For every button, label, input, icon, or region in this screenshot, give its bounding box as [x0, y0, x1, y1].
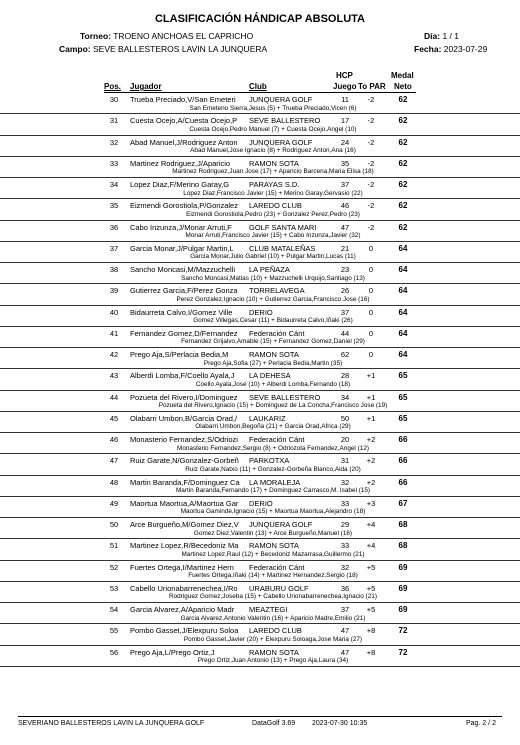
row-club: LA MORALEJA	[249, 477, 301, 487]
row-player-pair: Arce Burgueño,M/Gomez Diez,V	[130, 520, 239, 529]
row-medal-net: 64	[398, 265, 408, 274]
row-hcp: 62	[340, 350, 350, 359]
row-position: 55	[109, 626, 119, 636]
course-label: Campo:	[59, 44, 91, 54]
row-position: 30	[109, 95, 119, 104]
row-hcp: 24	[340, 137, 350, 147]
row-player-pair: Monasterio Fernandez,S/Odriozi	[130, 435, 238, 444]
row-hcp: 33	[340, 541, 350, 551]
row-player-pair: Martin Baranda,F/Dominguez Ca	[130, 477, 240, 487]
table-row	[0, 539, 520, 560]
col-topar-header: To PAR	[358, 82, 386, 91]
row-player-pair: Fuertes Ortega,I/Martinez Hern	[130, 562, 234, 572]
row-club: TORRELAVEGA	[249, 286, 305, 296]
row-club: URABURU GOLF	[249, 583, 309, 593]
table-row	[0, 497, 520, 518]
row-team-detail: Maortua Gaminde,Ignacio (15) + Maortua Maortua,Alejandro (18)	[180, 508, 366, 516]
row-medal-net: 68	[398, 541, 408, 551]
row-player-pair: Fernandez Gomez,D/Fernandez	[130, 328, 238, 338]
row-club: PARAYAS S.D.	[249, 180, 300, 189]
row-team-detail: San Emeterio Sierra,Jesus (5) + Trueba Preciado,Vicen (6)	[189, 104, 357, 112]
row-position: 32	[109, 137, 119, 147]
table-row	[0, 433, 520, 454]
row-player-pair: Pozueta del Rivero,I/Dominguez	[130, 392, 238, 402]
row-team-detail: Pombo Gasset,Javier (20) + Elexpuru Soloaga,Jose Maria (27)	[183, 635, 363, 643]
row-hcp: 32	[340, 562, 350, 572]
row-team-detail: Prego Aja,Sofia (27) + Perlacia Bedia,Martin (35)	[203, 359, 343, 367]
row-club: DERIO	[249, 307, 273, 317]
row-position: 38	[109, 265, 119, 274]
row-to-par: 0	[368, 350, 374, 359]
table-row	[0, 157, 520, 178]
day-line	[424, 31, 459, 41]
tournament-label: Torneo:	[80, 31, 112, 41]
course-name: SEVE BALLESTEROS LAVIN LA JUNQUERA	[93, 44, 268, 54]
row-to-par: +8	[366, 647, 376, 657]
row-player-pair: Olabarri Umbon,B/Garcia Orad,/	[130, 413, 238, 423]
table-row	[0, 306, 520, 327]
row-club: MEAZTEGI	[249, 605, 288, 614]
row-team-detail: Coello Ayala,Jose (10) + Alberdi Lomba,Fernando (18)	[195, 380, 351, 388]
table-row	[0, 603, 520, 624]
row-position: 49	[109, 498, 119, 508]
row-to-par: +5	[366, 605, 376, 614]
row-position: 53	[109, 583, 119, 593]
row-hcp: 11	[341, 95, 349, 104]
row-team-detail: Pozueta del Rivero,Ignacio (15) + Dominguez de La Concha,Francisco Jose (19)	[158, 402, 388, 409]
row-medal-net: 62	[398, 180, 408, 189]
table-row	[0, 114, 520, 135]
row-hcp: 29	[340, 520, 350, 529]
row-medal-net: 64	[398, 286, 408, 296]
row-to-par: -2	[367, 137, 375, 147]
course-line	[59, 44, 267, 54]
row-player-pair: Maortua Maortua,A/Maortua Gar	[130, 498, 239, 508]
table-row	[0, 178, 520, 199]
row-hcp: 44	[340, 328, 350, 338]
row-position: 43	[109, 371, 119, 381]
report-title: CLASIFICACIÓN HÁNDICAP ABSOLUTA	[154, 13, 365, 25]
row-player-pair: Alberdi Lomba,F/Coello Ayala,J	[130, 371, 235, 381]
row-to-par: +1	[366, 413, 376, 423]
row-position: 41	[109, 328, 119, 338]
table-row	[0, 199, 520, 220]
row-to-par: +5	[366, 562, 376, 572]
row-player-pair: Bidaurreta Calvo,I/Gomez Ville	[130, 307, 233, 317]
row-to-par: +3	[366, 498, 376, 508]
date-line	[414, 44, 487, 54]
row-hcp: 47	[340, 647, 350, 657]
row-team-detail: Monar Arruti,Francisco Javier (15) + Cabo Inzunza,Javier (32)	[185, 232, 361, 239]
row-hcp: 37	[340, 180, 350, 189]
row-team-detail: Martin Baranda,Fernando (17) + Dominguez Carrasco,M. Isabel (15)	[175, 487, 371, 494]
row-to-par: -2	[367, 180, 375, 189]
footer-page: Pag. 2 / 2	[466, 720, 496, 727]
col-medal-header: Medal	[391, 71, 414, 80]
row-medal-net: 66	[398, 435, 408, 444]
date-value: 2023-07-29	[443, 44, 488, 54]
table-row	[0, 454, 520, 475]
col-club-header: Club	[249, 82, 267, 91]
row-position: 50	[109, 520, 119, 529]
row-team-detail: Perez Gonzalez,Ignacio (10) + Gutierrez Garcia,Francisco Jose (16)	[176, 295, 370, 303]
footer-software: DataGolf 3.69	[252, 720, 296, 727]
row-medal-net: 67	[398, 498, 408, 508]
row-team-detail: Garcia Monar,Julio Gabriel (10) + Pulgar Martin,Lucas (11)	[190, 253, 356, 261]
row-player-pair: Cabello Urionabarrenechea,I/Ro	[130, 583, 238, 593]
row-hcp: 36	[340, 583, 350, 593]
row-player-pair: Martinez Rodriguez,J/Aparicio	[130, 158, 231, 168]
row-player-pair: Trueba Preciado,V/San Emeteri	[130, 95, 236, 104]
footer-divider	[18, 716, 502, 717]
row-to-par: +8	[366, 626, 376, 636]
date-label: Fecha:	[414, 44, 442, 54]
row-player-pair: Prego Aja,S/Perlacia Bedia,M	[130, 350, 229, 359]
row-position: 54	[109, 605, 119, 614]
footer-club: SEVERIANO BALLESTEROS LAVIN LA JUNQUERA GOLF	[18, 720, 205, 727]
row-club: LA DEHESA	[249, 371, 291, 381]
table-row	[0, 327, 520, 348]
row-hcp: 23	[340, 265, 350, 274]
row-position: 51	[109, 541, 119, 551]
row-to-par: +2	[366, 456, 376, 466]
col-juego-header: Juego	[333, 82, 357, 91]
row-to-par: +2	[366, 477, 376, 487]
row-club: Federación Cánt	[249, 328, 305, 338]
row-team-detail: Abad Manuel,Jose Ignacio (8) + Rodriguez Anton,Ana (16)	[190, 147, 356, 154]
row-team-detail: Monasterio Fernandez,Sergio (8) + Odriozola Fernandez,Angel (12)	[177, 444, 369, 452]
row-team-detail: Gomez Diez,Valentin (13) + Arce Burgueño,Manuel (16)	[193, 529, 353, 537]
table-row	[0, 348, 520, 369]
row-position: 56	[109, 647, 119, 657]
row-hcp: 17	[340, 116, 350, 126]
row-hcp: 33	[340, 498, 350, 508]
row-hcp: 21	[340, 243, 350, 253]
table-row	[0, 263, 520, 284]
table-row	[0, 136, 520, 157]
row-medal-net: 68	[398, 520, 408, 529]
row-position: 37	[109, 243, 119, 253]
row-medal-net: 62	[398, 222, 408, 232]
row-medal-net: 64	[398, 243, 408, 253]
row-medal-net: 69	[398, 605, 408, 614]
table-row	[0, 391, 520, 412]
row-to-par: +1	[366, 392, 376, 402]
table-row	[0, 93, 520, 114]
row-player-pair: Cabo Inzunza,J/Monar Arruti,F	[130, 222, 232, 232]
row-team-detail: Rodriguez Gomez,Joseba (15) + Cabello Urionabarrenechea,Ignacio (21)	[169, 593, 377, 601]
row-player-pair: Garcia Alvarez,A/Aparicio Madr	[130, 605, 235, 614]
row-position: 42	[109, 350, 119, 359]
row-player-pair: Pombo Gasset,J/Elexpuru Soloa	[130, 626, 239, 636]
row-medal-net: 62	[398, 95, 408, 104]
row-club: RAMON SOTA	[249, 647, 299, 657]
row-to-par: -2	[367, 158, 375, 168]
row-medal-net: 65	[398, 371, 408, 381]
row-hcp: 28	[340, 371, 350, 381]
row-hcp: 20	[340, 435, 350, 444]
row-medal-net: 72	[398, 626, 408, 636]
row-medal-net: 69	[398, 583, 408, 593]
row-club: LAUKARIZ	[249, 413, 286, 423]
row-hcp: 46	[340, 201, 350, 211]
row-to-par: -2	[367, 116, 375, 126]
tournament-line	[80, 31, 253, 41]
row-hcp: 35	[340, 158, 350, 168]
row-hcp: 31	[340, 456, 350, 466]
row-player-pair: Gutierrez Garcia,F/Perez Gonza	[130, 286, 238, 296]
row-medal-net: 62	[398, 158, 408, 168]
row-hcp: 34	[340, 392, 350, 402]
col-hcp-header: HCP	[336, 71, 353, 80]
row-position: 36	[109, 222, 119, 232]
row-hcp: 26	[340, 286, 350, 296]
table-row	[0, 242, 520, 263]
row-player-pair: Garcia Monar,J/Pulgar Martin,L	[130, 243, 234, 253]
table-row	[0, 646, 520, 667]
col-pos-header: Pos.	[104, 82, 121, 91]
row-team-detail: Fernandez Grijalvo,Amable (15) + Fernandez Gomez,Daniel (29)	[181, 338, 365, 346]
results-table	[0, 93, 520, 667]
row-club: JUNQUERA GOLF	[249, 137, 313, 147]
row-hcp: 47	[340, 222, 350, 232]
table-row	[0, 221, 520, 242]
row-position: 40	[109, 307, 119, 317]
row-position: 35	[109, 201, 119, 211]
row-player-pair: Eizmendi Gorostiola,P/Gonzalez	[130, 201, 238, 211]
row-team-detail: Lopez Diaz,Francisco Javier (15) + Merino Garay,Gervasio (22)	[183, 189, 363, 197]
row-club: LAREDO CLUB	[249, 626, 302, 636]
row-player-pair: Prego Aja,L/Prego Ortiz,J	[130, 647, 215, 657]
row-team-detail: Garcia Alvarez,Antonio Valentin (16) + Aparicio Madre,Emilio (21)	[180, 614, 366, 622]
row-position: 46	[109, 435, 119, 444]
row-team-detail: Sancho Moncasi,Matias (10) + Mazzuchelli Urquijo,Santiago (13)	[181, 274, 365, 282]
row-medal-net: 64	[398, 350, 408, 359]
row-medal-net: 62	[398, 137, 408, 147]
row-club: DERIO	[249, 498, 273, 508]
row-club: Federación Cánt	[249, 562, 305, 572]
row-position: 44	[109, 392, 119, 402]
row-club: Federación Cánt	[249, 435, 305, 444]
row-position: 48	[109, 477, 119, 487]
col-player-header: Jugador	[130, 82, 162, 91]
row-hcp: 37	[340, 307, 350, 317]
table-row	[0, 369, 520, 390]
row-club: JUNQUERA GOLF	[249, 95, 313, 104]
row-position: 34	[109, 180, 119, 189]
footer-timestamp: 2023-07-30 10:35	[312, 720, 368, 727]
col-neto-header: Neto	[394, 82, 412, 91]
row-position: 45	[109, 413, 119, 423]
row-position: 33	[109, 158, 119, 168]
row-medal-net: 64	[398, 307, 408, 317]
row-hcp: 32	[340, 477, 350, 487]
row-club: CLUB MATALEÑAS	[249, 243, 316, 253]
row-medal-net: 62	[398, 201, 408, 211]
row-position: 31	[109, 116, 119, 126]
day-value: 1 / 1	[442, 31, 459, 41]
row-player-pair: Cuesta Ocejo,A/Cuesta Ocejo,P	[130, 116, 238, 126]
table-row	[0, 284, 520, 305]
day-label: Día:	[424, 31, 441, 41]
row-team-detail: Martinez Lopez,Raul (12) + Becedoniz Mazarrasa,Guillermo (21)	[181, 550, 365, 558]
row-medal-net: 65	[398, 392, 408, 402]
row-to-par: 0	[368, 307, 374, 317]
row-hcp: 37	[340, 605, 350, 614]
table-row	[0, 624, 520, 645]
row-team-detail: Olabarri Umbon,Begoña (21) + Garcia Orad,Africa (29)	[195, 423, 351, 431]
row-to-par: 0	[368, 328, 374, 338]
table-row	[0, 582, 520, 603]
row-hcp: 50	[340, 413, 350, 423]
row-team-detail: Cuesta Ocejo,Pedro Manuel (7) + Cuesta Ocejo,Angel (10)	[189, 125, 357, 133]
row-club: RAMON SOTA	[249, 350, 299, 359]
row-club: LA PEÑAZA	[249, 265, 290, 274]
row-medal-net: 62	[398, 116, 408, 126]
row-to-par: 0	[368, 243, 374, 253]
row-team-detail: Gomez Villegas,Cesar (11) + Bidaurreta Calvo,Iñaki (26)	[193, 317, 353, 324]
row-player-pair: Abad Manuel,J/Rodriguez Anton	[130, 137, 238, 147]
row-to-par: +2	[366, 435, 376, 444]
row-to-par: +5	[366, 583, 376, 593]
row-medal-net: 72	[398, 647, 408, 657]
row-team-detail: Eizmendi Gorostiola,Pedro (23) + Gonzalez Perez,Pedro (23)	[186, 210, 360, 218]
row-player-pair: Lopez Diaz,F/Merino Garay,G	[130, 180, 230, 189]
row-hcp: 47	[340, 626, 350, 636]
row-team-detail: Ruiz Garate,Natxo (11) + Gonzalez-Gorbeña Blanco,Aida (20)	[185, 465, 361, 473]
row-to-par: +4	[366, 541, 376, 551]
row-position: 47	[109, 456, 119, 466]
row-medal-net: 64	[398, 328, 408, 338]
row-club: SEVE BALLESTERO	[249, 392, 321, 402]
row-club: LAREDO CLUB	[249, 201, 302, 211]
row-to-par: 0	[368, 265, 374, 274]
table-row	[0, 412, 520, 433]
row-to-par: +4	[366, 520, 376, 529]
row-to-par: 0	[368, 286, 374, 296]
row-team-detail: Martinez Rodriguez,Juan Jose (17) + Aparicio Barcena,Maria Elisa (18)	[172, 168, 374, 176]
row-club: JUNQUERA GOLF	[249, 520, 313, 529]
row-medal-net: 69	[398, 562, 408, 572]
row-to-par: -2	[367, 222, 375, 232]
row-to-par: +1	[366, 371, 376, 381]
table-row	[0, 476, 520, 497]
row-to-par: -2	[367, 201, 375, 211]
row-club: PARKOTXA	[249, 456, 290, 466]
table-row	[0, 518, 520, 539]
row-club: GOLF SANTA MARI	[249, 222, 317, 232]
row-medal-net: 65	[398, 413, 408, 423]
row-player-pair: Sancho Moncasi,M/Mazzuchelli	[130, 265, 236, 274]
tournament-name: TROENO ANCHOAS EL CAPRICHO	[113, 31, 254, 41]
row-team-detail: Prego Ortiz,Juan Antonio (13) + Prego Aja,Laura (34)	[197, 657, 349, 664]
row-position: 39	[109, 286, 119, 296]
row-medal-net: 66	[398, 477, 408, 487]
row-player-pair: Ruiz Garate,N/Gonzalez-Gorbeñ	[130, 456, 239, 466]
row-club: RAMON SOTA	[249, 158, 299, 168]
row-team-detail: Fuertes Ortega,Iñaki (14) + Martinez Hernandez,Sergio (18)	[188, 572, 358, 579]
row-medal-net: 66	[398, 456, 408, 466]
row-position: 52	[109, 562, 119, 572]
row-to-par: -2	[367, 95, 375, 104]
table-row	[0, 561, 520, 582]
row-club: RAMON SOTA	[249, 541, 299, 551]
row-club: SEVE BALLESTERO	[249, 116, 321, 126]
row-player-pair: Martinez Lopez,R/Becedoniz Ma	[130, 541, 239, 551]
